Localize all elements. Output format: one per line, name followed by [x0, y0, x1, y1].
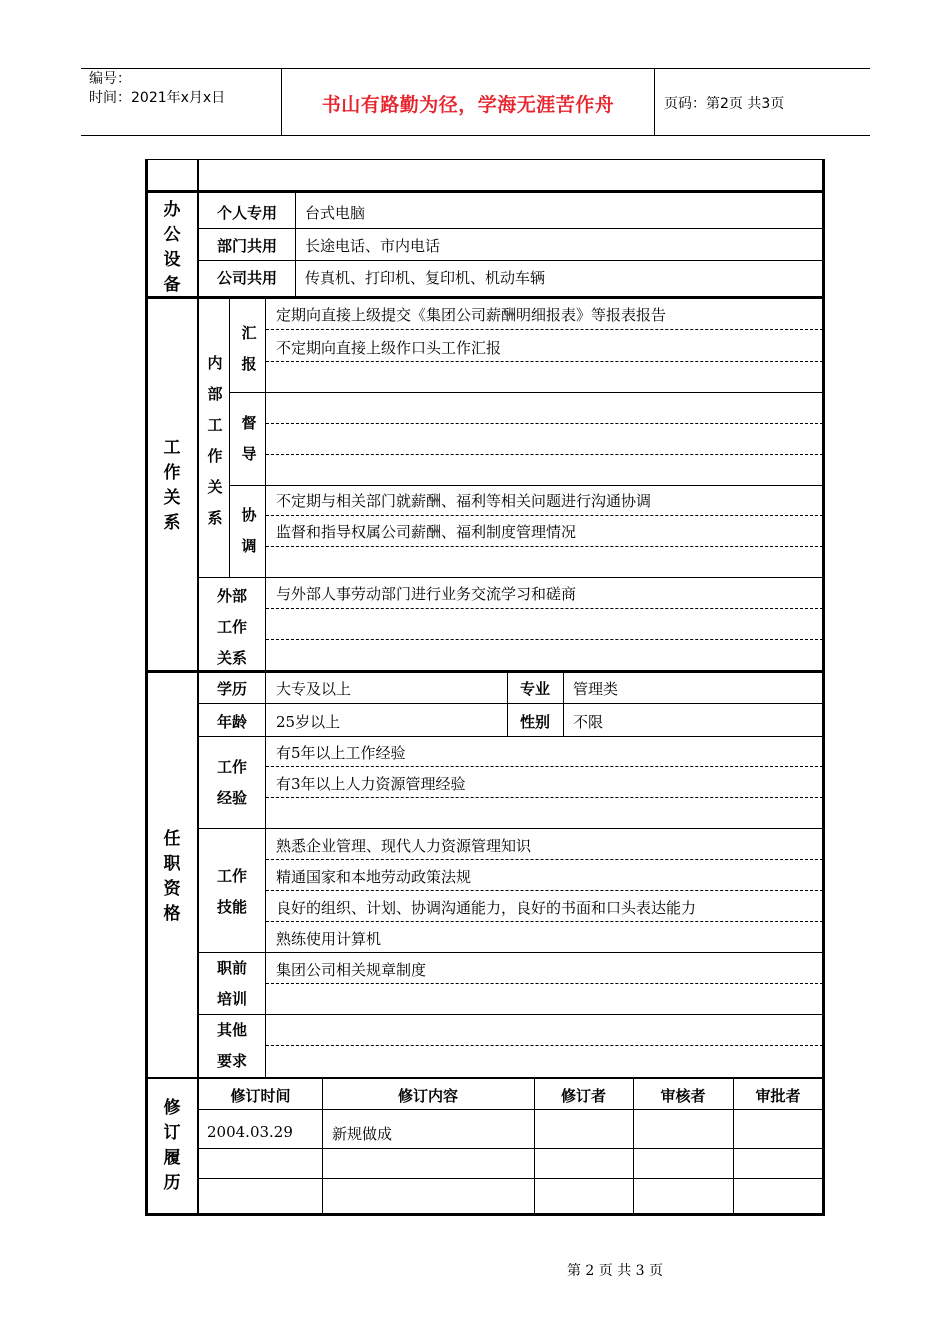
section-separator	[145, 296, 825, 299]
report-line: 不定期向直接上级作口头工作汇报	[276, 339, 502, 357]
dashed-line	[266, 890, 823, 891]
revision-header: 修订者	[560, 1087, 606, 1105]
revision-date: 2004.03.29	[207, 1123, 293, 1141]
dashed-line	[266, 454, 823, 455]
report-line: 定期向直接上级提交《集团公司薪酬明细报表》等报表报告	[276, 306, 667, 324]
grid-line	[199, 228, 823, 229]
dashed-line	[266, 361, 823, 362]
skills-line: 熟悉企业管理、现代人力资源管理知识	[276, 837, 532, 855]
skills-line: 良好的组织、计划、协调沟通能力，良好的书面和口头表达能力	[276, 899, 697, 917]
table-top-border	[145, 159, 825, 160]
dashed-line	[266, 639, 823, 640]
dashed-line	[266, 797, 823, 798]
dashed-line	[266, 983, 823, 984]
document-date: 时间：2021年x月x日	[89, 90, 226, 106]
dashed-line	[266, 329, 823, 330]
training-label: 职前培训	[216, 959, 247, 1008]
major-label: 专业	[519, 680, 550, 698]
category-work-relations: 工作关系	[163, 438, 181, 533]
education-label: 学历	[216, 680, 247, 698]
page-footer: 第 2 页 共 3 页	[566, 1263, 664, 1279]
dashed-line	[266, 921, 823, 922]
table-left-border	[145, 159, 148, 1216]
dashed-line	[266, 423, 823, 424]
coordinate-line: 监督和指导权属公司薪酬、福利制度管理情况	[276, 523, 577, 541]
grid-line	[199, 1109, 823, 1110]
table-right-border	[822, 159, 825, 1216]
category-qualifications: 任职资格	[163, 829, 181, 924]
document-number: 编号：	[89, 71, 131, 87]
external-relations-label: 外部工作关系	[216, 587, 247, 667]
department-use-label: 部门共用	[216, 237, 277, 255]
section-separator	[145, 1077, 825, 1079]
dashed-line	[266, 515, 823, 516]
grid-line	[229, 392, 823, 393]
grid-line	[199, 577, 823, 578]
header-page-number: 页码：第2页 共3页	[664, 96, 785, 112]
table-bottom-border	[145, 1213, 825, 1216]
report-label: 汇报	[241, 324, 257, 373]
other-requirements-label: 其他要求	[216, 1021, 247, 1070]
personal-use-label: 个人专用	[216, 204, 277, 222]
grid-line	[199, 952, 823, 953]
grid-line	[199, 1178, 823, 1179]
category-revision: 修订履历	[163, 1098, 181, 1193]
skills-label: 工作技能	[216, 867, 247, 916]
experience-line: 有3年以上人力资源管理经验	[276, 775, 466, 793]
personal-use-value: 台式电脑	[305, 204, 366, 222]
external-line: 与外部人事劳动部门进行业务交流学习和磋商	[276, 585, 577, 603]
gender-value: 不限	[573, 713, 604, 731]
revision-header: 审核者	[660, 1087, 706, 1105]
grid-line	[563, 673, 564, 736]
age-label: 年龄	[216, 713, 247, 731]
section-separator	[145, 190, 825, 193]
header-motto: 书山有路勤为径，学海无涯苦作舟	[321, 94, 615, 116]
dashed-line	[266, 608, 823, 609]
age-value: 25岁以上	[276, 713, 341, 731]
dashed-line	[266, 1045, 823, 1046]
dashed-line	[266, 546, 823, 547]
category-office-equipment: 办公设备	[163, 200, 181, 295]
dashed-line	[266, 859, 823, 860]
department-use-value: 长途电话、市内电话	[305, 237, 441, 255]
grid-line	[199, 828, 823, 829]
grid-line	[199, 736, 823, 737]
revision-header: 审批者	[755, 1087, 801, 1105]
dashed-line	[266, 766, 823, 767]
revision-content: 新规做成	[332, 1125, 393, 1143]
experience-label: 工作经验	[216, 758, 247, 807]
coordinate-line: 不定期与相关部门就薪酬、福利等相关问题进行沟通协调	[276, 492, 652, 510]
revision-header: 修订内容	[397, 1087, 458, 1105]
major-value: 管理类	[573, 680, 619, 698]
company-use-value: 传真机、打印机、复印机、机动车辆	[305, 269, 546, 287]
supervise-label: 督导	[241, 414, 257, 463]
training-line: 集团公司相关规章制度	[276, 961, 427, 979]
coordinate-label: 协调	[241, 506, 257, 555]
internal-relations-label: 内部工作关系	[207, 354, 223, 527]
grid-line	[199, 703, 823, 704]
gender-label: 性别	[519, 713, 550, 731]
grid-line	[265, 673, 266, 1077]
skills-line: 精通国家和本地劳动政策法规	[276, 868, 472, 886]
experience-line: 有5年以上工作经验	[276, 744, 406, 762]
education-value: 大专及以上	[276, 680, 352, 698]
grid-line	[199, 1014, 823, 1015]
skills-line: 熟练使用计算机	[276, 930, 382, 948]
grid-line	[199, 260, 823, 261]
grid-line	[229, 299, 230, 577]
company-use-label: 公司共用	[216, 269, 277, 287]
grid-line	[295, 193, 296, 296]
grid-line	[199, 1148, 823, 1149]
revision-header: 修订时间	[230, 1087, 291, 1105]
grid-line	[229, 485, 823, 486]
